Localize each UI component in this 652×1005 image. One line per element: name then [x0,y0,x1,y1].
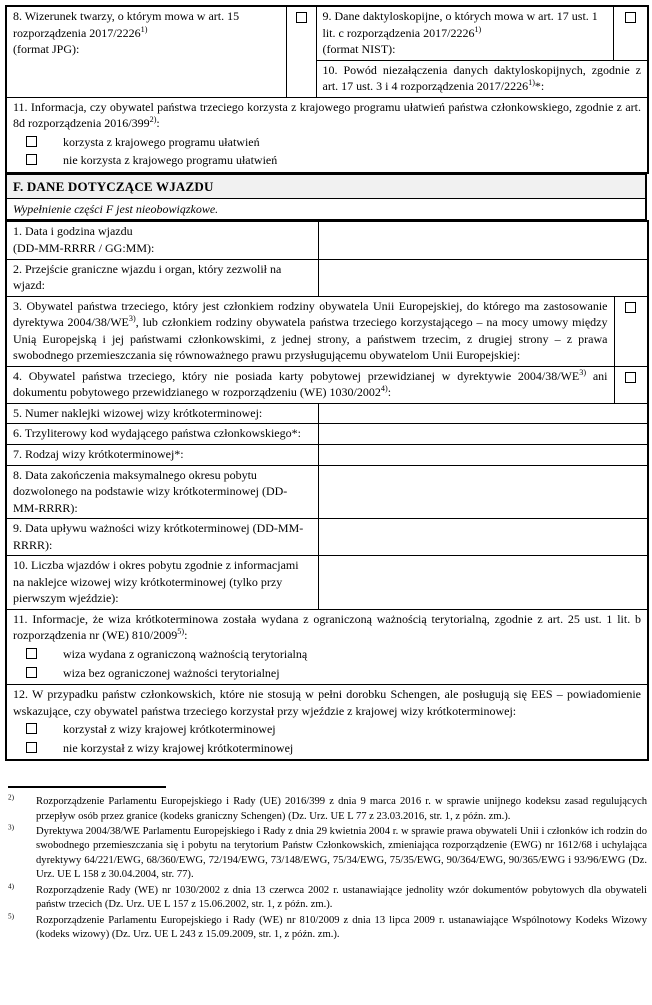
section-f-header: F. DANE DOTYCZĄCE WJAZDU [6,174,646,198]
footnote-4 [8,884,647,913]
footnote-text: Rozporządzenie Parlamentu Europejskiego i Rady (UE) 2016/399 z dnia 9 marca 2016 r. w sprawie unijnego kodeksu zasad regulujących przepływ osób przez granice (kodeks graniczny Schengen) (Dz. Urz. UE L 77 z 23.03.2016, str. 1, z późn. zm.). [36,796,647,822]
issuing-state-code-value-cell[interactable] [318,424,648,445]
facilitation-program-yes-label: korzysta z krajowego programu ułatwień [63,134,260,149]
footnote-2 [8,795,647,824]
facilitation-program-no-label: nie korzysta z krajowego programu ułatwień [63,153,278,168]
footnote-3 [8,825,647,883]
section-f-note: Wypełnienie części F jest nieobowiązkowe. [6,198,646,220]
fingerprint-omission-reason-cell[interactable] [316,60,648,97]
footnote-marker [8,795,36,824]
no-residence-card-label [6,366,614,403]
border-crossing-label: 2. Przejście graniczne wjazdu i organ, który zezwolił na wjazd: [6,259,318,296]
table-row [6,366,648,403]
table-row [6,97,648,173]
footnote-marker [8,825,36,883]
footnote-marker [8,884,36,913]
ltv-visa-no-option [13,665,641,682]
ltv-visa-label: 11. Informacje, że wiza krótkoterminowa została wydana z ograniczoną ważnością terytorialną, zgodnie z art. 25 ust. 1 lit. b rozporządzenia nr (WE) 810/2009 [13,611,641,643]
footnote-marker [8,911,36,943]
ltv-visa-suffix: : [184,628,188,643]
footnote-5 [8,911,647,943]
table-row [6,259,648,296]
fingerprint-label: 9. Dane daktyloskopijne, o których mowa w art. 17 ust. 1 lit. c rozporządzenia 2017/2226 [322,9,598,40]
table-row [6,609,648,684]
issuing-state-code-label: 6. Trzyliterowy kod wydającego państwa członkowskiego*: [6,424,318,445]
entry-datetime-value-cell[interactable] [318,221,648,259]
national-visa-cell [6,685,648,761]
table-row [6,556,648,610]
footnote-marker-text: 3) [8,823,14,832]
fingerprint-omission-suffix: *: [534,79,545,94]
footnote-ref-1: 1) [528,78,535,88]
face-image-checkbox-cell [286,6,316,97]
national-visa-yes-label: korzystał z wizy krajowej krótkoterminowej [63,722,276,737]
national-visa-no-option [13,740,641,757]
table-row [6,403,648,424]
ltv-visa-yes-checkbox[interactable] [26,648,37,659]
national-visa-no-label: nie korzystał z wizy krajowej krótkoterminowej [63,740,294,755]
footnote-marker-text: 2) [8,793,14,802]
face-image-format: (format JPG): [13,42,80,57]
fingerprint-label-cell [316,6,613,60]
entries-count-label: 10. Liczba wjazdów i okres pobytu zgodnie z informacjami na naklejce wizowej wizy krótkoterminowej (tylko przy pierwszym wjeździe): [6,556,318,610]
table-row [6,221,648,259]
visa-expiry-date-value-cell[interactable] [318,519,648,556]
ltv-visa-yes-option [13,646,641,663]
eu-family-member-checkbox-cell [614,296,648,366]
no-residence-card-suffix: : [387,385,392,400]
national-visa-yes-checkbox[interactable] [26,723,37,734]
biometrics-table [5,5,649,174]
footnote-ref-5: 5) [177,627,185,637]
eu-family-member-text: 3. Obywatel państwa trzeciego, który jest członkiem rodziny obywatela Unii Europejskiej, do którego ma zastosowanie dyrektywa 2004/38/WE [13,298,608,330]
table-row [6,519,648,556]
national-visa-no-checkbox[interactable] [26,742,37,753]
visa-type-value-cell[interactable] [318,444,648,465]
table-row [6,198,646,220]
footnote-ref-2: 2) [149,115,157,125]
footnote-ref-1: 1) [140,24,148,34]
facilitation-program-label: 11. Informacja, czy obywatel państwa trzeciego korzysta z krajowego programu ułatwień państwa członkowskiego, zgodnie z art. 8d rozporządzenia 2016/399 [13,99,641,131]
table-row [6,685,648,761]
ltv-visa-no-label: wiza bez ograniczonej ważności terytorialnej [63,665,280,680]
max-stay-end-date-value-cell[interactable] [318,465,648,519]
section-f-header-table [5,173,647,221]
footnote-ref-4: 4) [380,384,388,394]
visa-sticker-number-label: 5. Numer naklejki wizowej wizy krótkoterminowej: [6,403,318,424]
footnote-separator [8,786,166,788]
visa-expiry-date-label: 9. Data upływu ważności wizy krótkoterminowej (DD-MM-RRRR): [6,519,318,556]
table-row [6,444,648,465]
max-stay-end-date-label: 8. Data zakończenia maksymalnego okresu pobytu dozwolonego na podstawie wizy krótkoterminowej (DD-MM-RRRR): [6,465,318,519]
eu-family-member-text-cont: , lub członkiem rodziny obywatela państwa trzeciego korzystającego – na mocy umowy między Unią Europejską i jej państwami członkowskimi, z jednej strony, a państwem trzecim, z drugiej strony – z prawa swobodnego przemieszczania się równoważnego prawu przysługującemu obywatelom Unii Europejskiej: [13,315,608,363]
national-visa-yes-option [13,721,641,738]
table-row [6,6,648,60]
national-visa-label: 12. W przypadku państw członkowskich, które nie stosują w pełni dorobku Schengen, ale posługują się EES – powiadomienie wskazujące, czy obywatel państwa trzeciego korzystał przy wjeździe z krajowej wizy krótkoterminowej: [13,687,641,718]
table-row [6,424,648,445]
face-image-label: 8. Wizerunek twarzy, o którym mowa w art. 15 rozporządzenia 2017/2226 [13,9,240,40]
entries-count-value-cell[interactable] [318,556,648,610]
ltv-visa-no-checkbox[interactable] [26,667,37,678]
eu-family-member-checkbox[interactable] [625,302,636,313]
table-row [6,296,648,366]
no-residence-card-checkbox-cell [614,366,648,403]
table-row [6,465,648,519]
ltv-visa-yes-label: wiza wydana z ograniczoną ważnością terytorialną [63,646,308,661]
footnote-marker-text: 4) [8,882,14,891]
no-residence-card-checkbox[interactable] [625,372,636,383]
no-residence-card-text: 4. Obywatel państwa trzeciego, który nie posiada karty pobytowej przewidzianej w dyrektywie 2004/38/WE [13,368,580,383]
section-f-table [5,220,649,761]
entry-datetime-label [6,221,318,259]
footnote-ref-3: 3) [579,367,587,377]
facilitation-program-suffix: : [156,116,160,131]
entry-datetime-label-line1: 1. Data i godzina wjazdu [13,224,133,239]
entry-datetime-label-line2: (DD-MM-RRRR / GG:MM): [13,240,155,255]
ltv-visa-cell [6,609,648,684]
footnote-text: Rozporządzenie Rady (WE) nr 1030/2002 z dnia 13 czerwca 2002 r. ustanawiające jednolity wzór dokumentów pobytowych dla obywateli państw trzecich (Dz. Urz. UE L 157 z 15.06.2002, str. 1, z późn. zm.). [36,884,647,911]
eu-family-member-label [6,296,614,366]
footnote-marker-text: 5) [8,911,14,920]
facilitation-program-no-option [13,152,641,169]
visa-sticker-number-value-cell[interactable] [318,403,648,424]
facilitation-program-cell [6,97,648,173]
fingerprint-format: (format NIST): [322,42,396,57]
facilitation-program-yes-option [13,134,641,151]
facilitation-program-yes-checkbox[interactable] [26,136,37,147]
face-image-label-cell [6,6,286,97]
footnote-ref-3: 3) [128,314,136,324]
facilitation-program-no-checkbox[interactable] [26,154,37,165]
no-residence-card-text-cont: ani dokumentu pobytowego przewidzianego w rozporządzeniu (WE) 1030/2002 [13,368,608,400]
table-row [6,174,646,198]
face-image-checkbox[interactable] [296,12,307,23]
fingerprint-checkbox-cell [613,6,648,60]
visa-type-label: 7. Rodzaj wizy krótkoterminowej*: [6,444,318,465]
fingerprint-checkbox[interactable] [625,12,636,23]
border-crossing-value-cell[interactable] [318,259,648,296]
footnote-ref-1: 1) [474,24,482,34]
fingerprint-omission-label: 10. Powód niezałączenia danych daktyloskopijnych, zgodnie z art. 17 ust. 3 i 4 rozporządzenia 2017/2226 [322,62,641,94]
footnote-text: Rozporządzenie Parlamentu Europejskiego i Rady (WE) nr 810/2009 z dnia 13 lipca 2009 r. ustanawiające Wspólnotowy Kodeks Wizowy (kodeks wizowy) (Dz. Urz. UE L 243 z 15.09.2009, str. 1, z późn. zm.). [36,914,647,940]
footnote-text: Dyrektywa 2004/38/WE Parlamentu Europejskiego i Rady z dnia 29 kwietnia 2004 r. w sprawie prawa obywateli Unii i członków ich rodzin do swobodnego przemieszczania się i pobytu na terytorium Państw Członkowskich, zmieniająca rozporządzenie (EWG) nr 1612/68 i uchylająca dyrektywy 64/221/EWG, 68/360/EWG, 72/194/EWG, 73/148/EWG, 75/34/EWG, 75/35/EWG, 90/364/EWG, 90/365/EWG i 93/96/EWG (Dz. Urz. UE L 158 z 30.04.2004, str. 77). [36,826,647,881]
